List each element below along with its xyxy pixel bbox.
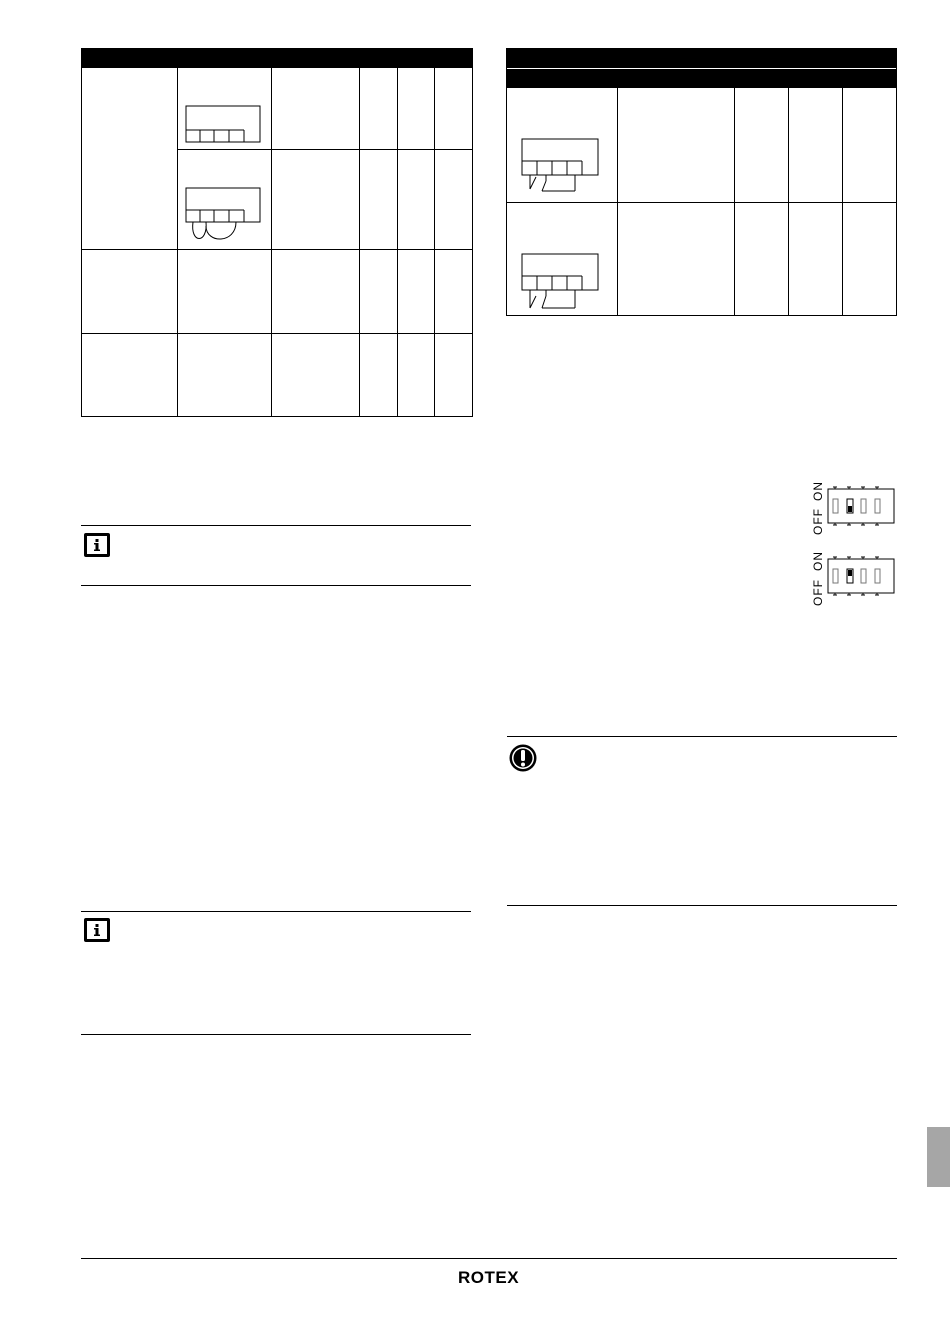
info-icon bbox=[83, 917, 111, 943]
left-row-divider-1 bbox=[177, 149, 473, 150]
info-note-1-bottom-rule bbox=[81, 585, 471, 586]
left-col-divider-3 bbox=[359, 68, 360, 417]
terminal-block-diagram bbox=[184, 104, 264, 146]
info-note-2-top-rule bbox=[81, 911, 471, 912]
dip-switch-off-label: OFF bbox=[811, 579, 825, 606]
terminal-block-switch-diagram-2 bbox=[520, 252, 602, 312]
right-row-divider-1 bbox=[506, 202, 897, 203]
left-col-divider-2 bbox=[271, 68, 272, 417]
terminal-block-switch-diagram bbox=[520, 137, 602, 197]
dip-switch-on-label: ON bbox=[811, 551, 825, 571]
left-table-frame bbox=[81, 48, 473, 417]
exclamation-icon bbox=[508, 743, 538, 773]
warning-note-top-rule bbox=[507, 736, 897, 737]
left-row-divider-2 bbox=[81, 249, 473, 250]
dip-switch-graphic bbox=[827, 553, 895, 599]
chapter-side-tab bbox=[927, 1127, 950, 1187]
dip-switch-graphic bbox=[827, 483, 895, 529]
left-col-divider-1 bbox=[177, 48, 178, 417]
rotex-logo: ROTEX bbox=[458, 1268, 520, 1287]
info-icon bbox=[83, 532, 111, 558]
dip-switch-on-label: ON bbox=[811, 481, 825, 501]
info-note-2-bottom-rule bbox=[81, 1034, 471, 1035]
terminal-block-bridged-diagram bbox=[184, 186, 266, 246]
left-row-divider-3 bbox=[81, 333, 473, 334]
dip-switch-off-label: OFF bbox=[811, 508, 825, 535]
left-col-divider-5 bbox=[434, 68, 435, 417]
warning-note-bottom-rule bbox=[507, 905, 897, 906]
left-col-divider-4 bbox=[397, 68, 398, 417]
info-note-1-top-rule bbox=[81, 525, 471, 526]
footer-rule bbox=[81, 1258, 897, 1259]
